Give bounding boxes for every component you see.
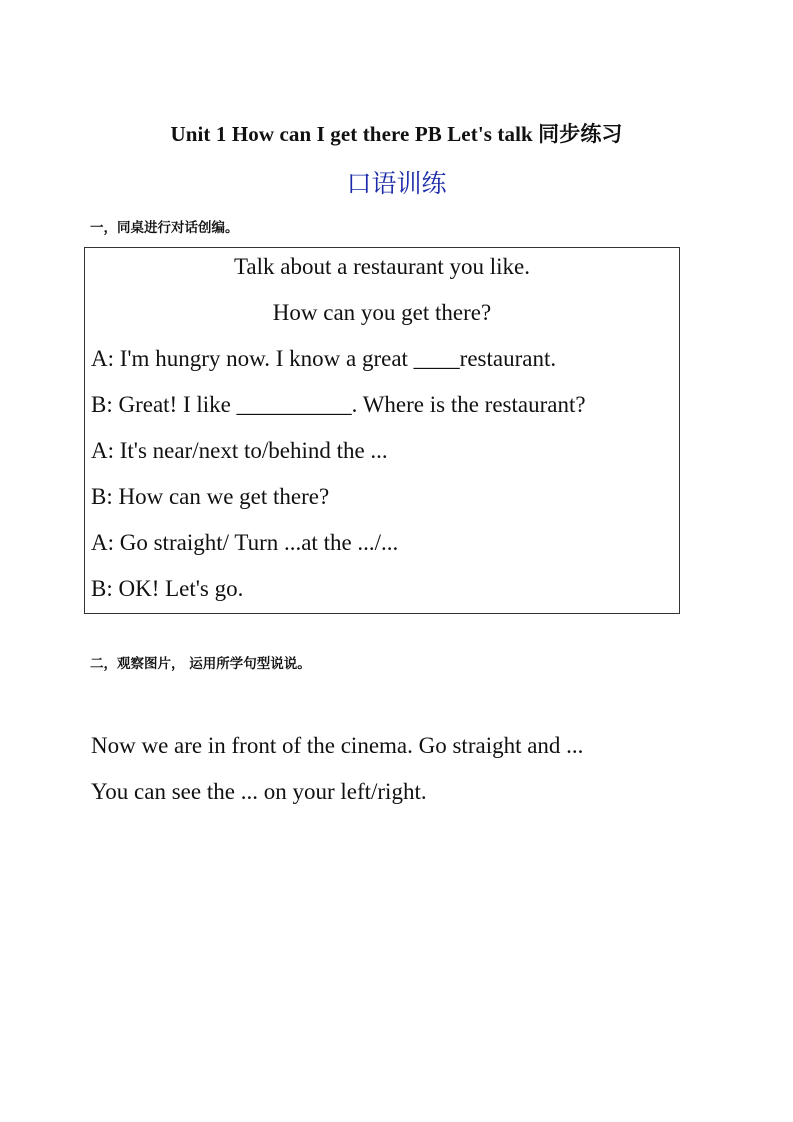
dialogue-line: B: OK! Let's go. bbox=[91, 576, 244, 601]
dialogue-line: A: It's near/next to/behind the ... bbox=[91, 438, 388, 463]
dialogue-prompt-line: Talk about a restaurant you like. bbox=[233, 254, 530, 279]
speaking-line: Now we are in front of the cinema. Go straight and ... bbox=[91, 733, 584, 758]
section-2-heading: 二，观察图片， 运用所学句型说说。 bbox=[90, 656, 311, 672]
dialogue-line: A: Go straight/ Turn ...at the .../... bbox=[91, 530, 399, 555]
speaking-line: You can see the ... on your left/right. bbox=[91, 779, 427, 804]
dialogue-line: A: I'm hungry now. I know a great ____restaurant. bbox=[91, 346, 557, 371]
dialogue-line: B: Great! I like __________. Where is the restaurant? bbox=[91, 392, 586, 417]
dialogue-box bbox=[84, 247, 680, 614]
dialogue-prompt-line: How can you get there? bbox=[272, 300, 492, 325]
section-1-heading: 一，同桌进行对话创编。 bbox=[90, 220, 239, 236]
page-title: Unit 1 How can I get there PB Let's talk 同步练习 bbox=[170, 122, 623, 146]
dialogue-line: B: How can we get there? bbox=[91, 484, 330, 509]
page-subtitle: 口语训练 bbox=[346, 169, 447, 198]
